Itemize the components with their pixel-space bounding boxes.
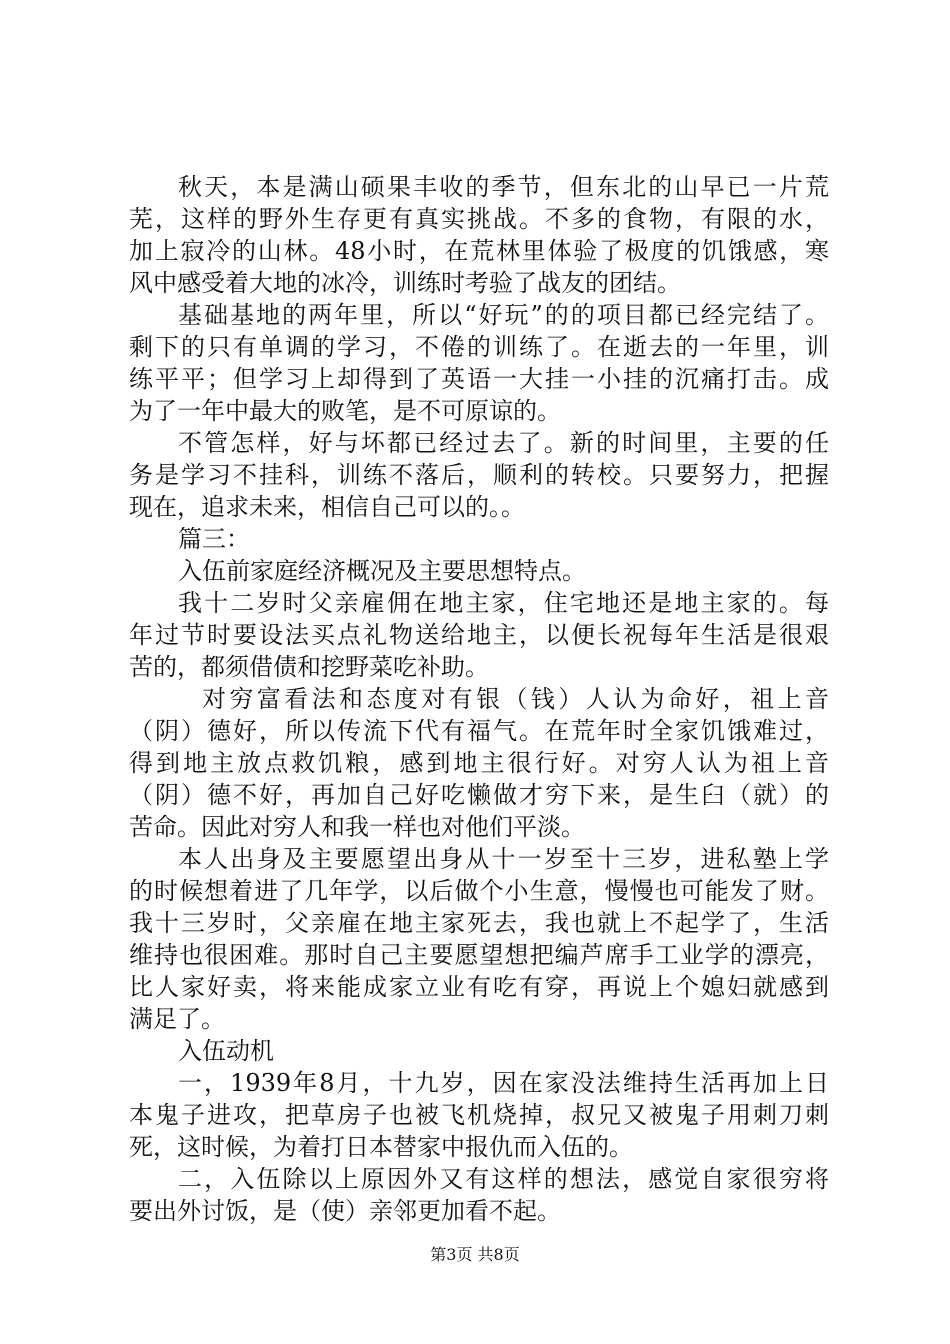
text-line: 入伍动机 bbox=[178, 1037, 274, 1065]
text-line: 我十二岁时父亲雇佣在地主家，住宅地还是地主家的。每 bbox=[178, 589, 829, 617]
text-line: 篇三： bbox=[178, 525, 250, 553]
text-line: 一，1939年8月，十九岁，因在家没法维持生活再加上日 bbox=[178, 1069, 829, 1097]
text-line: 比人家好卖，将来能成家立业有吃有穿，再说上个媳妇就感到 bbox=[129, 973, 829, 1001]
text-line: 风中感受着大地的冰冷，训练时考验了战友的团结。 bbox=[129, 269, 681, 297]
text-line: 苦的，都须借债和挖野菜吃补助。 bbox=[129, 653, 489, 681]
text-line: 年过节时要设法买点礼物送给地主，以便长祝每年生活是很艰 bbox=[129, 621, 829, 649]
text-line: 苦命。因此对穷人和我一样也对他们平淡。 bbox=[129, 813, 585, 841]
text-line: 的时候想着进了几年学，以后做个小生意，慢慢也可能发了财。 bbox=[129, 877, 829, 905]
text-line: 基础基地的两年里，所以“好玩”的的项目都已经完结了。 bbox=[178, 301, 829, 329]
text-line: 得到地主放点救饥粮，感到地主很行好。对穷人认为祖上音 bbox=[129, 749, 829, 777]
text-line: 二，入伍除以上原因外又有这样的想法，感觉自家很穷将 bbox=[178, 1165, 829, 1193]
text-line: 我十三岁时，父亲雇在地主家死去，我也就上不起学了，生活 bbox=[129, 909, 829, 937]
text-line: 死，这时候，为着打日本替家中报仇而入伍的。 bbox=[129, 1133, 633, 1161]
text-line: 练平平；但学习上却得到了英语一大挂一小挂的沉痛打击。成 bbox=[129, 365, 829, 393]
text-line: 满足了。 bbox=[129, 1005, 225, 1033]
text-line: 为了一年中最大的败笔，是不可原谅的。 bbox=[129, 397, 561, 425]
text-line: 入伍前家庭经济概况及主要思想特点。 bbox=[178, 557, 586, 585]
text-line: （阴）德不好，再加自己好吃懒做才穷下来，是生臼（就）的 bbox=[129, 781, 829, 809]
text-line: 芜，这样的野外生存更有真实挑战。不多的食物，有限的水， bbox=[129, 205, 829, 233]
document-body bbox=[129, 171, 829, 1227]
text-line: （阴）德好，所以传流下代有福气。在荒年时全家饥饿难过， bbox=[129, 717, 829, 745]
page-footer: 第3页 共8页 bbox=[430, 1245, 520, 1264]
text-line: 维持也很困难。那时自己主要愿望想把编芦席手工业学的漂亮， bbox=[129, 941, 829, 969]
text-line: 加上寂冷的山林。48小时，在荒林里体验了极度的饥饿感，寒 bbox=[129, 237, 829, 265]
text-line: 本鬼子进攻，把草房子也被飞机烧掉，叔兄又被鬼子用刺刀刺 bbox=[129, 1101, 829, 1129]
text-line: 不管怎样，好与坏都已经过去了。新的时间里，主要的任 bbox=[178, 429, 829, 457]
text-line: 对穷富看法和态度对有银（钱）人认为命好，祖上音 bbox=[202, 685, 829, 713]
text-line: 现在，追求未来，相信自己可以的。。 bbox=[129, 493, 525, 521]
text-line: 本人出身及主要愿望出身从十一岁至十三岁，进私塾上学 bbox=[178, 845, 829, 873]
text-line: 务是学习不挂科，训练不落后，顺利的转校。只要努力，把握 bbox=[129, 461, 829, 489]
text-line: 要出外讨饭，是（使）亲邻更加看不起。 bbox=[129, 1197, 561, 1225]
text-line: 剩下的只有单调的学习，不倦的训练了。在逝去的一年里，训 bbox=[129, 333, 829, 361]
text-line: 秋天，本是满山硕果丰收的季节，但东北的山早已一片荒 bbox=[178, 173, 829, 201]
